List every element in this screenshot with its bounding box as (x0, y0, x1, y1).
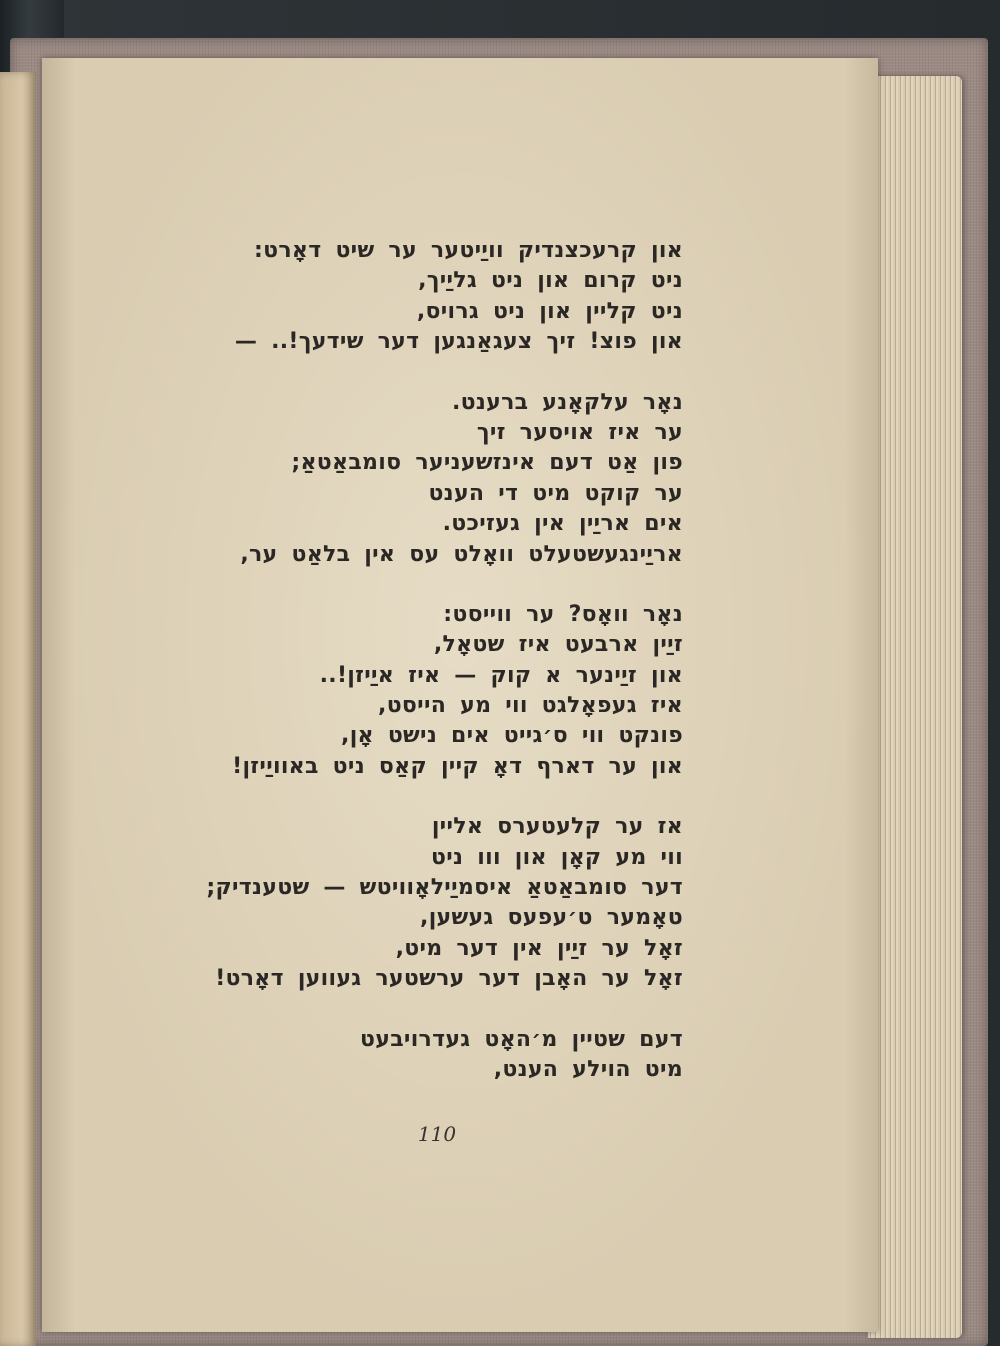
poem-line: דער סומבאַטאַ איסמיַילאָוויטש — שטענדיק; (206, 875, 683, 901)
poem-line: און פוצ! זיך צעגאַנגען דער שידעך!.. — (234, 329, 683, 355)
poem-line: נאָר וואָס? ער ווייסט: (443, 601, 683, 627)
poem-line: פונקט ווי ס׳גייט אים נישט אָן, (341, 723, 683, 749)
poem-line: דעם שטיין מ׳האָט געדרויבעט (360, 1026, 683, 1052)
stanza-4 (123, 812, 683, 994)
page-number: 110 (417, 1122, 457, 1146)
stanza-3 (123, 600, 683, 782)
stanza-5 (123, 1025, 683, 1086)
poem-line: זאָל ער זיַין אין דער מיט, (395, 935, 683, 961)
poem-line: ניט קליין און ניט גרויס, (416, 298, 683, 324)
poem-line: אז ער קלעטערס אליין (431, 814, 683, 840)
poem-text (123, 236, 683, 1115)
poem-line: ער איז אויסער זיך (476, 419, 683, 445)
stanza-2 (123, 388, 683, 570)
poem-line: ער קוקט מיט די הענט (428, 480, 683, 506)
poem-line: מיט הוילע הענט, (493, 1056, 683, 1082)
page-stack-edges (868, 76, 962, 1338)
stanza-1 (123, 236, 683, 358)
poem-line: און ער דארף דאָ קיין קאַס ניט באוויַיזן! (232, 753, 683, 779)
book-page (42, 58, 878, 1332)
poem-line: איז געפאָלגט ווי מע הייסט, (378, 693, 683, 719)
facing-page-edge (0, 72, 36, 1346)
poem-line: ניט קרום און ניט גליַיך, (418, 268, 683, 294)
poem-line: טאָמער ט׳עפעס געשען, (420, 905, 683, 931)
poem-line: נאָר עלקאָנע ברענט. (451, 389, 683, 415)
poem-line: זיַין ארבעט איז שטאָל, (433, 632, 683, 658)
poem-line: אים אריַין אין געזיכט. (442, 511, 683, 537)
poem-line: זאָל ער האָבן דער ערשטער געווען דאָרט! (215, 966, 683, 992)
poem-line: אריַינגעשטעלט וואָלט עס אין בלאַט ער, (240, 541, 683, 567)
poem-line: פון אַט דעם אינזשעניער סומבאַטאַ; (291, 450, 683, 476)
poem-line: און קרעכצנדיק וויַיטער ער שיט דאָרט: (254, 238, 683, 263)
poem-line: ווי מע קאָן און ווו ניט (431, 844, 683, 870)
poem-line: און זיַינער א קוק — איז איַיזן!.. (319, 662, 683, 688)
